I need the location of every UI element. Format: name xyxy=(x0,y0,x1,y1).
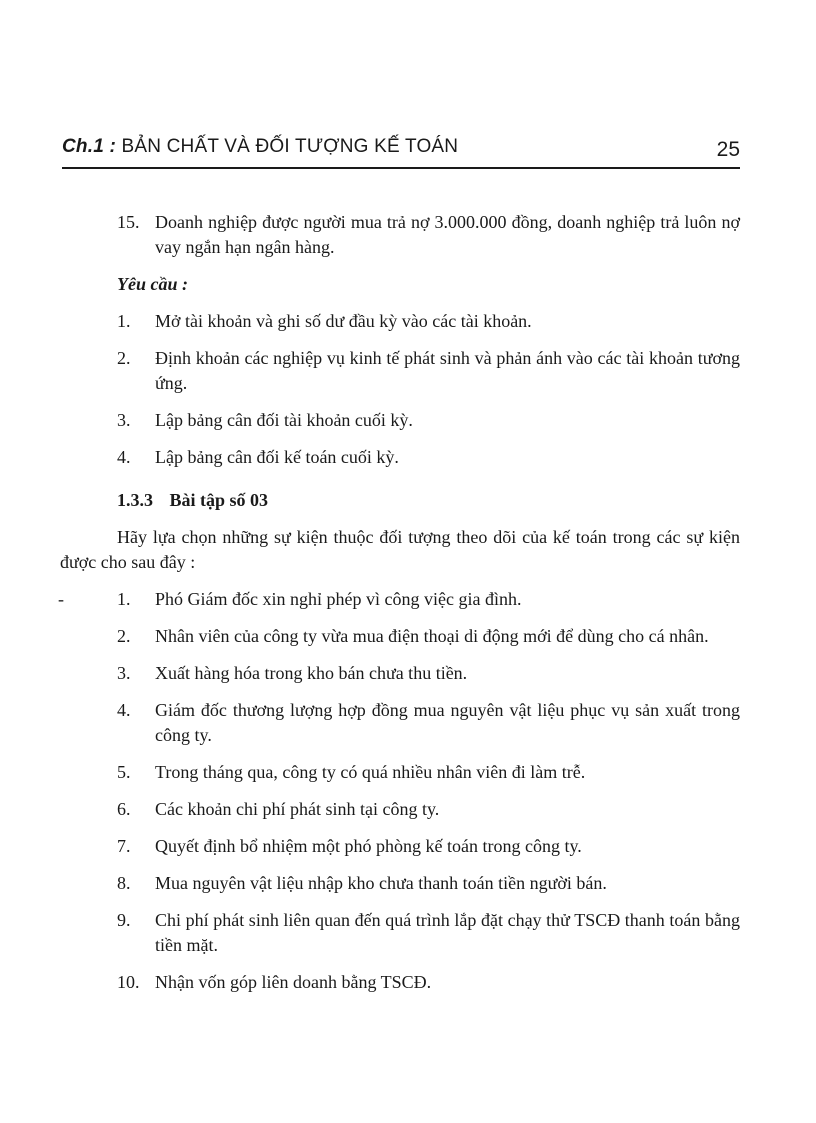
item-number: 3. xyxy=(117,410,131,430)
list-item xyxy=(60,760,740,785)
item-number: 2. xyxy=(117,348,131,368)
item-text: Nhân viên của công ty vừa mua điện thoại di động mới để dùng cho cá nhân. xyxy=(155,626,709,646)
chapter-heading xyxy=(62,136,458,158)
item-number: 8. xyxy=(117,873,131,893)
list-item xyxy=(60,871,740,896)
item-text: Giám đốc thương lượng hợp đồng mua nguyên vật liệu phục vụ sản xuất trong công ty. xyxy=(155,700,740,745)
item-text: Lập bảng cân đối tài khoản cuối kỳ. xyxy=(155,410,413,430)
section-intro: Hãy lựa chọn những sự kiện thuộc đối tượng theo dõi của kế toán trong các sự kiện được cho sau đây : xyxy=(60,527,740,572)
header-divider xyxy=(62,167,740,169)
item-text: Xuất hàng hóa trong kho bán chưa thu tiền. xyxy=(155,663,468,683)
item-text: Nhận vốn góp liên doanh bằng TSCĐ. xyxy=(155,972,432,992)
page-body xyxy=(60,210,740,1007)
section-heading xyxy=(60,488,740,513)
list-item xyxy=(60,309,740,334)
item-text: Trong tháng qua, công ty có quá nhiều nhân viên đi làm trễ. xyxy=(155,762,586,782)
item-text: Mở tài khoản và ghi số dư đầu kỳ vào các tài khoản. xyxy=(155,311,532,331)
list-item xyxy=(60,797,740,822)
item-number: 10. xyxy=(117,972,140,992)
item-number: 4. xyxy=(117,700,131,720)
item-text: Định khoản các nghiệp vụ kinh tế phát sinh và phản ánh vào các tài khoản tương ứng. xyxy=(155,348,740,393)
list-item xyxy=(60,908,740,958)
list-item xyxy=(60,834,740,859)
item-number: 9. xyxy=(117,910,131,930)
item-number: 1. xyxy=(117,589,131,609)
item-number: 5. xyxy=(117,762,131,782)
list-item xyxy=(60,624,740,649)
list-item xyxy=(60,346,740,396)
section-number: 1.3.3 xyxy=(117,490,153,510)
margin-mark: - xyxy=(58,589,64,609)
item-text: Doanh nghiệp được người mua trả nợ 3.000.000 đồng, doanh nghiệp trả luôn nợ vay ngắn hạn ngân hàng. xyxy=(155,212,740,257)
section-title: Bài tập số 03 xyxy=(169,490,269,510)
list-item xyxy=(60,661,740,686)
item-text: Các khoản chi phí phát sinh tại công ty. xyxy=(155,799,440,819)
list-item xyxy=(60,698,740,748)
item-number: 6. xyxy=(117,799,131,819)
item-text: Chi phí phát sinh liên quan đến quá trình lắp đặt chạy thử TSCĐ thanh toán bằng tiền mặt. xyxy=(155,910,740,955)
item-number: 7. xyxy=(117,836,131,856)
chapter-title: BẢN CHẤT VÀ ĐỐI TƯỢNG KẾ TOÁN xyxy=(121,136,459,157)
running-header xyxy=(62,136,740,166)
item-number: 1. xyxy=(117,311,131,331)
list-item xyxy=(60,408,740,433)
item-number: 3. xyxy=(117,663,131,683)
item-number: 4. xyxy=(117,447,131,467)
list-item xyxy=(60,210,740,260)
item-text: Lập bảng cân đối kế toán cuối kỳ. xyxy=(155,447,399,467)
item-number: 15. xyxy=(117,212,140,232)
requirements-heading: Yêu cầu : xyxy=(117,274,188,294)
item-text: Quyết định bổ nhiệm một phó phòng kế toán trong công ty. xyxy=(155,836,582,856)
page-number: 25 xyxy=(716,138,740,161)
item-text: Phó Giám đốc xin nghỉ phép vì công việc gia đình. xyxy=(155,589,522,609)
item-number: 2. xyxy=(117,626,131,646)
chapter-label: Ch.1 : xyxy=(62,136,116,157)
list-item xyxy=(60,970,740,995)
item-text: Mua nguyên vật liệu nhập kho chưa thanh toán tiền người bán. xyxy=(155,873,607,893)
list-item xyxy=(60,445,740,470)
list-item xyxy=(60,587,740,612)
